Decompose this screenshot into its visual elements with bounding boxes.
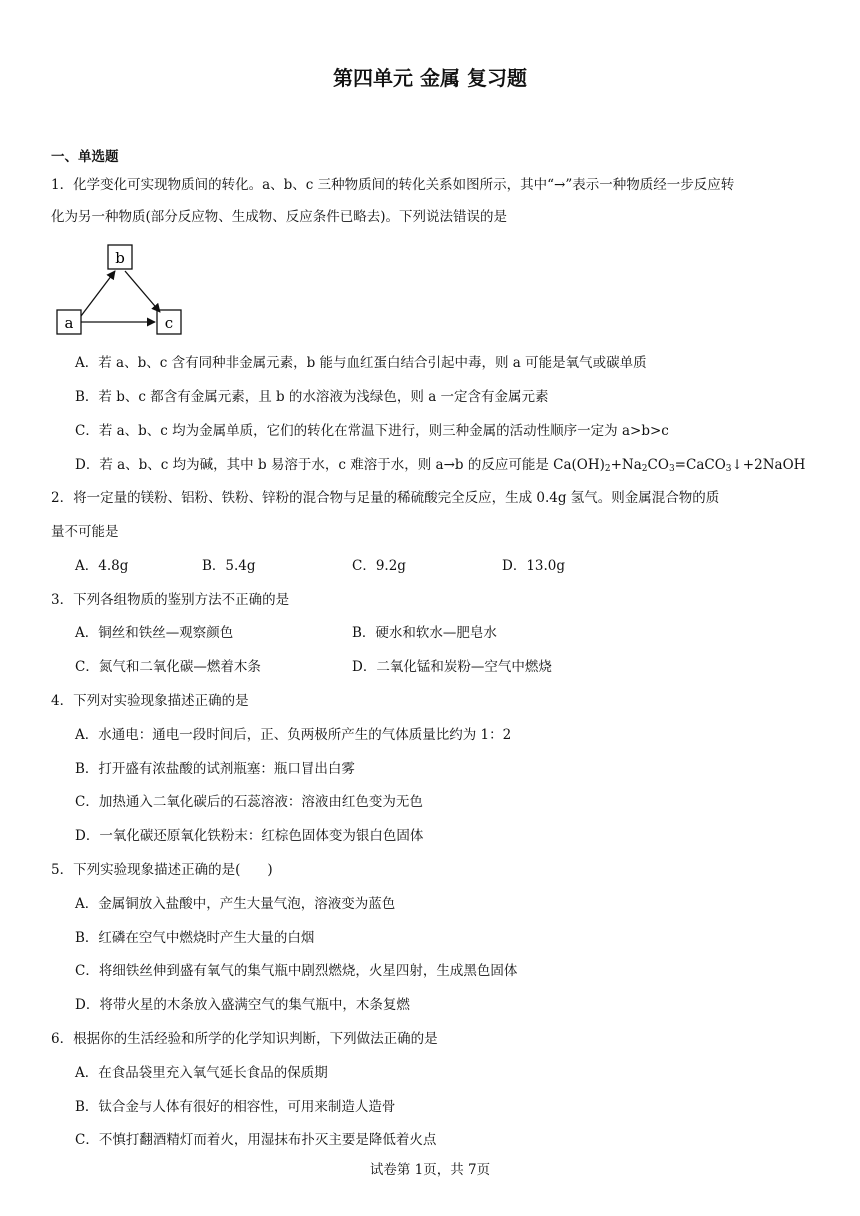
q4-option-b: B．打开盛有浓盐酸的试剂瓶塞：瓶口冒出白雾 [75,761,355,777]
q1-option-d [75,455,805,479]
node-b-label: b [115,249,125,267]
q6-stem: 6．根据你的生活经验和所学的化学知识判断，下列做法正确的是 [51,1031,438,1047]
page-title: 第四单元 金属 复习题 [333,66,527,90]
q1-option-c: C．若 a、b、c 均为金属单质，它们的转化在常温下进行，则三种金属的活动性顺序一定为 a>b>c [75,423,669,439]
q3-stem: 3．下列各组物质的鉴别方法不正确的是 [51,592,290,608]
q5-option-c: C．将细铁丝伸到盛有氧气的集气瓶中剧烈燃烧，火星四射，生成黑色固体 [75,963,518,979]
q5-stem: 5．下列实验现象描述正确的是( ) [51,862,273,878]
q2-stem-line1: 2．将一定量的镁粉、铝粉、铁粉、锌粉的混合物与足量的稀硫酸完全反应，生成 0.4g 氢气。则金属混合物的质 [51,490,720,506]
section-heading: 一、单选题 [51,149,119,165]
node-c-label: c [164,314,174,332]
q1-stem-line2: 化为另一种物质(部分反应物、生成物、反应条件已略去)。下列说法错误的是 [51,209,508,225]
q1-stem-line1: 1．化学变化可实现物质间的转化。a、b、c 三种物质间的转化关系如图所示，其中“→”表示一种物质经一步反应转 [51,177,735,193]
arrow-a-to-b [81,271,115,316]
q5-option-d: D．将带火星的木条放入盛满空气的集气瓶中，木条复燃 [75,997,410,1013]
q6-option-b: B．钛合金与人体有很好的相容性，可用来制造人造骨 [75,1099,396,1115]
page-footer: 试卷第 1页，共 7页 [369,1162,491,1178]
node-a-label: a [64,314,74,332]
q5-option-a: A．金属铜放入盐酸中，产生大量气泡，溶液变为蓝色 [75,896,396,912]
q3-option-b: B．硬水和软水—肥皂水 [352,625,497,641]
arrow-b-to-c [125,271,160,312]
q6-option-a: A．在食品袋里充入氧气延长食品的保质期 [75,1065,328,1081]
q2-option-c: C．9.2g [352,558,406,574]
q1-option-d-text: D．若 a、b、c 均为碱，其中 b 易溶于水，c 难溶于水，则 a→b 的反应可能是 [75,457,554,473]
q5-option-b: B．红磷在空气中燃烧时产生大量的白烟 [75,930,315,946]
q2-stem-line2: 量不可能是 [51,524,119,540]
q1-option-d-equation: $Ca(OH)_2+Na_2CO_3=CaCO_3↓+2NaOH$ [553,457,806,474]
q3-option-a: A．铜丝和铁丝—观察颜色 [75,625,234,641]
q4-option-c: C．加热通入二氧化碳后的石蕊溶液：溶液由红色变为无色 [75,794,423,810]
q1-transformation-diagram [52,240,192,340]
q4-option-a: A．水通电：通电一段时间后，正、负两极所产生的气体质量比约为 1：2 [75,727,512,743]
q4-option-d: D．一氧化碳还原氧化铁粉末：红棕色固体变为银白色固体 [75,828,424,844]
q1-option-a: A．若 a、b、c 含有同种非金属元素，b 能与血红蛋白结合引起中毒，则 a 可能是氧气或碳单质 [75,355,647,371]
q3-option-c: C．氮气和二氧化碳—燃着木条 [75,659,261,675]
q3-option-d: D．二氧化锰和炭粉—空气中燃烧 [352,659,552,675]
q2-option-a: A．4.8g [75,558,129,574]
q1-option-b: B．若 b、c 都含有金属元素，且 b 的水溶液为浅绿色，则 a 一定含有金属元素 [75,389,549,405]
q2-option-b: B．5.4g [202,558,256,574]
q4-stem: 4．下列对实验现象描述正确的是 [51,693,249,709]
q2-option-d: D．13.0g [502,558,566,574]
q6-option-c: C．不慎打翻酒精灯而着火，用湿抹布扑灭主要是降低着火点 [75,1132,437,1148]
